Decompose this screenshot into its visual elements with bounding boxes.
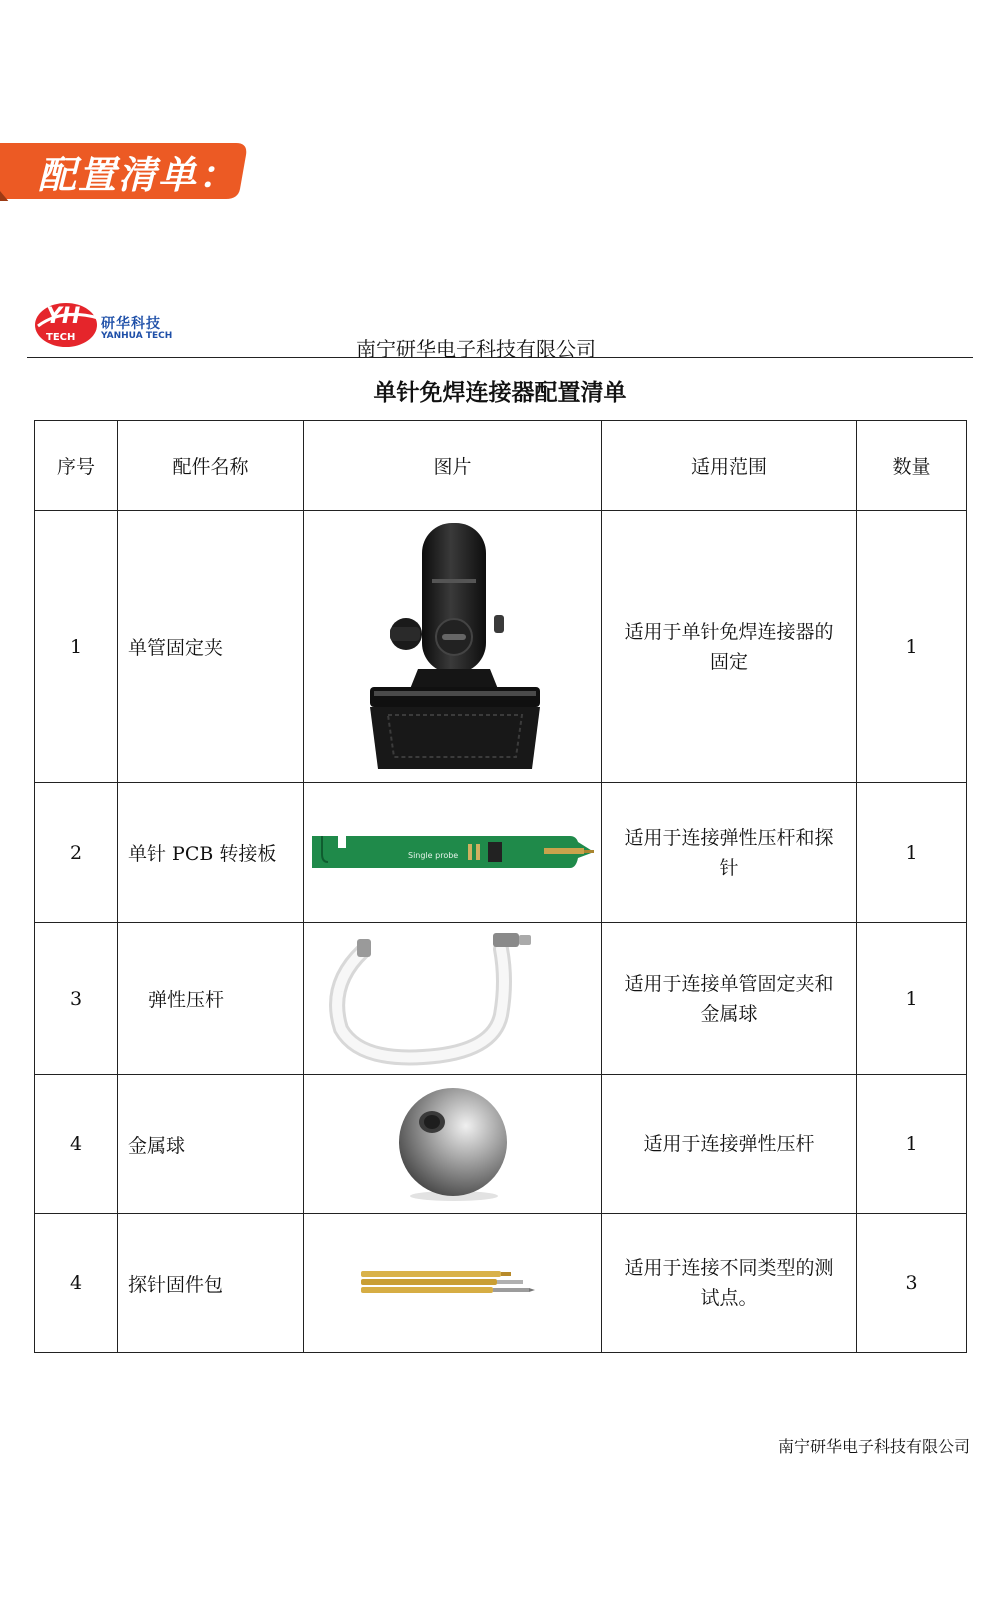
svg-text:TECH: TECH bbox=[46, 332, 76, 343]
pcb-print-text: Single probe bbox=[407, 850, 458, 860]
row-no: 4 bbox=[35, 1214, 118, 1353]
pcb-icon bbox=[308, 828, 598, 878]
footer-company: 南宁研华电子科技有限公司 bbox=[777, 1437, 970, 1456]
logo-cn-name: 研华科技 bbox=[101, 316, 161, 332]
probe-pins-photo bbox=[304, 1214, 602, 1353]
row-scope: 适用于连接不同类型的测试点。 bbox=[602, 1214, 857, 1353]
metal-ball-photo bbox=[304, 1075, 602, 1214]
row-scope: 适用于连接单管固定夹和金属球 bbox=[602, 923, 857, 1075]
pcb-photo bbox=[304, 783, 602, 923]
probe-pins-icon bbox=[353, 1263, 553, 1303]
col-header-no: 序号 bbox=[35, 421, 118, 511]
header-company: 南宁研华电子科技有限公司 bbox=[356, 337, 596, 361]
table-row bbox=[35, 511, 967, 783]
row-no: 1 bbox=[35, 511, 118, 783]
metal-ball-icon bbox=[388, 1084, 518, 1204]
row-qty: 1 bbox=[857, 923, 967, 1075]
config-table bbox=[34, 420, 967, 1353]
col-header-qty: 数量 bbox=[857, 421, 967, 511]
banner-title: 配置清单： bbox=[38, 153, 239, 197]
logo-en-name: YANHUA TECH bbox=[101, 331, 173, 341]
col-header-name: 配件名称 bbox=[118, 421, 304, 511]
row-qty: 1 bbox=[857, 1075, 967, 1214]
row-name: 金属球 bbox=[118, 1075, 304, 1214]
clamp-icon bbox=[348, 519, 558, 774]
row-qty: 1 bbox=[857, 783, 967, 923]
row-qty: 1 bbox=[857, 511, 967, 783]
table-row bbox=[35, 1214, 967, 1353]
table-row bbox=[35, 783, 967, 923]
row-name: 弹性压杆 bbox=[118, 923, 304, 1075]
svg-text:YH: YH bbox=[46, 304, 81, 329]
row-name: 单管固定夹 bbox=[118, 511, 304, 783]
row-no: 4 bbox=[35, 1075, 118, 1214]
row-scope: 适用于连接弹性压杆 bbox=[602, 1075, 857, 1214]
header-divider bbox=[27, 357, 973, 358]
table-row bbox=[35, 923, 967, 1075]
row-qty: 3 bbox=[857, 1214, 967, 1353]
table-row bbox=[35, 1075, 967, 1214]
flex-arm-photo bbox=[304, 923, 602, 1075]
row-name: 探针固件包 bbox=[118, 1214, 304, 1353]
row-scope: 适用于单针免焊连接器的固定 bbox=[602, 511, 857, 783]
clamp-photo bbox=[304, 511, 602, 783]
row-no: 3 bbox=[35, 923, 118, 1075]
row-scope: 适用于连接弹性压杆和探针 bbox=[602, 783, 857, 923]
row-no: 2 bbox=[35, 783, 118, 923]
row-name: 单针 PCB 转接板 bbox=[118, 783, 304, 923]
flex-arm-icon bbox=[323, 929, 583, 1069]
col-header-image: 图片 bbox=[304, 421, 602, 511]
document-title: 单针免焊连接器配置清单 bbox=[373, 380, 627, 406]
col-header-scope: 适用范围 bbox=[602, 421, 857, 511]
table-header-row bbox=[35, 421, 967, 511]
